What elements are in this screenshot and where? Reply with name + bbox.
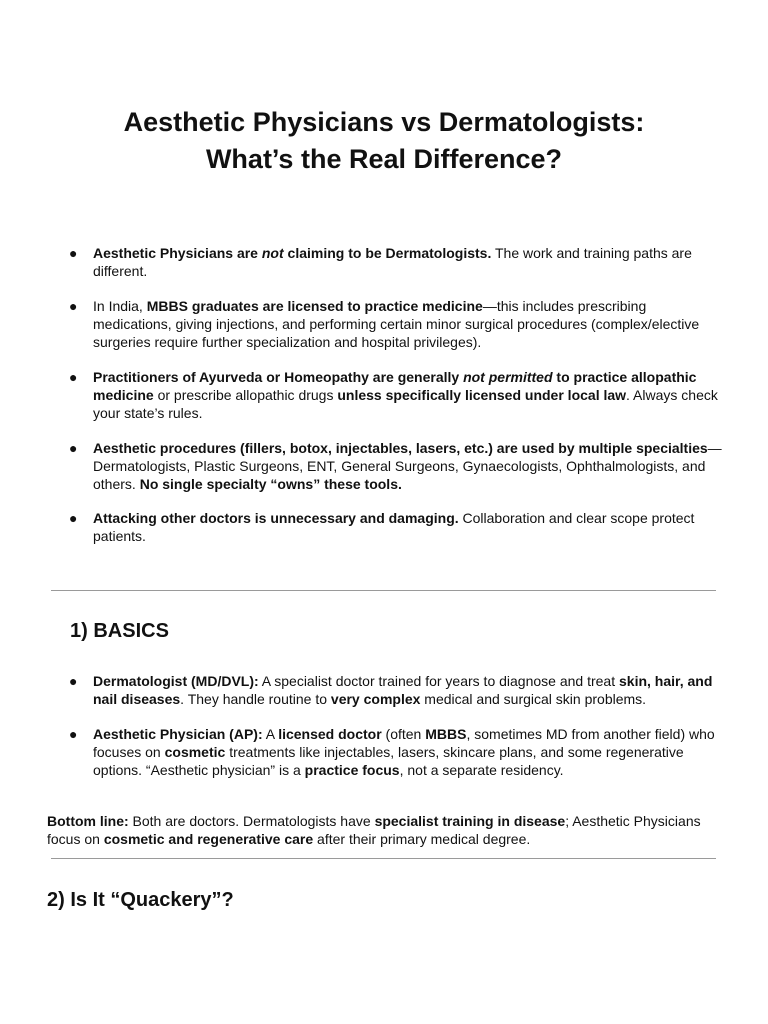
bottom-line-paragraph <box>47 812 727 848</box>
bullet-dot: ● <box>69 726 78 742</box>
text-run: ; Aesthetic Physicians focus on <box>47 813 701 847</box>
text-run: —this includes prescribing medications, giving injections, and performing certain minor surgical procedures (complex/elective surgeries require further specialization and hospital privileges). <box>93 298 700 350</box>
bold-text: unless specifically licensed under local law <box>337 387 627 403</box>
bold-text: Aesthetic procedures (fillers, botox, injectables, lasers, etc.) are used by multiple specialties <box>93 440 708 456</box>
bullet-text <box>93 672 723 708</box>
bold-text: to practice allopathic medicine <box>93 369 697 403</box>
text-run: , not a separate residency. <box>399 762 564 778</box>
bullet-dot: ● <box>69 298 78 314</box>
section-heading-quackery: 2) Is It “Quackery”? <box>47 889 234 911</box>
bullet-text <box>93 244 723 280</box>
bold-text: Practitioners of Ayurveda or Homeopathy are generally <box>93 369 464 385</box>
page-title <box>0 104 768 178</box>
bold-text: Aesthetic Physician (AP): <box>93 726 263 742</box>
bullet-text <box>93 297 723 351</box>
bold-text: No single specialty “owns” these tools. <box>139 476 402 492</box>
bullet-dot: ● <box>69 245 78 261</box>
bullet-text <box>93 725 723 779</box>
title-line-2: What’s the Real Difference? <box>205 144 563 174</box>
bullet-text <box>93 368 723 422</box>
bullet-dot: ● <box>69 673 78 689</box>
bold-italic-text: not permitted <box>463 369 553 385</box>
bold-text: practice focus <box>304 762 400 778</box>
text-run: —Dermatologists, Plastic Surgeons, ENT, General Surgeons, Gynaecologists, Ophthalmologists, and others. <box>93 440 722 492</box>
bold-text: skin, hair, and nail diseases <box>93 673 713 707</box>
text-run: Both are doctors. Dermatologists have <box>128 813 375 829</box>
bold-text: Attacking other doctors is unnecessary and damaging. <box>93 510 459 526</box>
bold-text: cosmetic and regenerative care <box>103 831 314 847</box>
bold-text: Dermatologist (MD/DVL): <box>93 673 259 689</box>
text-run: In India, <box>93 298 147 314</box>
bullet-text <box>93 439 723 493</box>
text-run: The work and training paths are different. <box>93 245 692 279</box>
bold-text: Bottom line: <box>47 813 129 829</box>
bold-text: specialist training in disease <box>374 813 566 829</box>
text-run: or prescribe allopathic drugs <box>153 387 338 403</box>
section-divider <box>51 590 716 591</box>
text-run: . Always check your state’s rules. <box>93 387 718 421</box>
bullet-dot: ● <box>69 369 78 385</box>
text-run: A specialist doctor trained for years to diagnose and treat <box>258 673 619 689</box>
bullet-dot: ● <box>69 510 78 526</box>
bold-text: licensed doctor <box>278 726 382 742</box>
section-divider <box>51 858 716 859</box>
section-heading-basics: 1) BASICS <box>70 620 169 642</box>
bullet-text <box>93 509 723 545</box>
bold-text: claiming to be Dermatologists. <box>283 245 492 261</box>
title-line-1: Aesthetic Physicians vs Dermatologists: <box>123 107 645 137</box>
bold-italic-text: not <box>261 245 284 261</box>
text-run: after their primary medical degree. <box>313 831 531 847</box>
text-run: (often <box>381 726 426 742</box>
text-run: A <box>262 726 279 742</box>
bold-text: MBBS graduates are licensed to practice medicine <box>146 298 483 314</box>
bold-text: very complex <box>330 691 421 707</box>
text-run: Collaboration and clear scope protect patients. <box>93 510 695 544</box>
text-run: , sometimes MD from another field) who focuses on <box>93 726 715 760</box>
bold-text: Aesthetic Physicians are <box>93 245 262 261</box>
bold-text: MBBS <box>425 726 467 742</box>
text-run: treatments like injectables, lasers, skincare plans, and some regenerative options. “Aesthetic physician” is a <box>93 744 684 778</box>
bullet-dot: ● <box>69 440 78 456</box>
text-run: . They handle routine to <box>180 691 331 707</box>
bold-text: cosmetic <box>164 744 226 760</box>
text-run: medical and surgical skin problems. <box>420 691 647 707</box>
